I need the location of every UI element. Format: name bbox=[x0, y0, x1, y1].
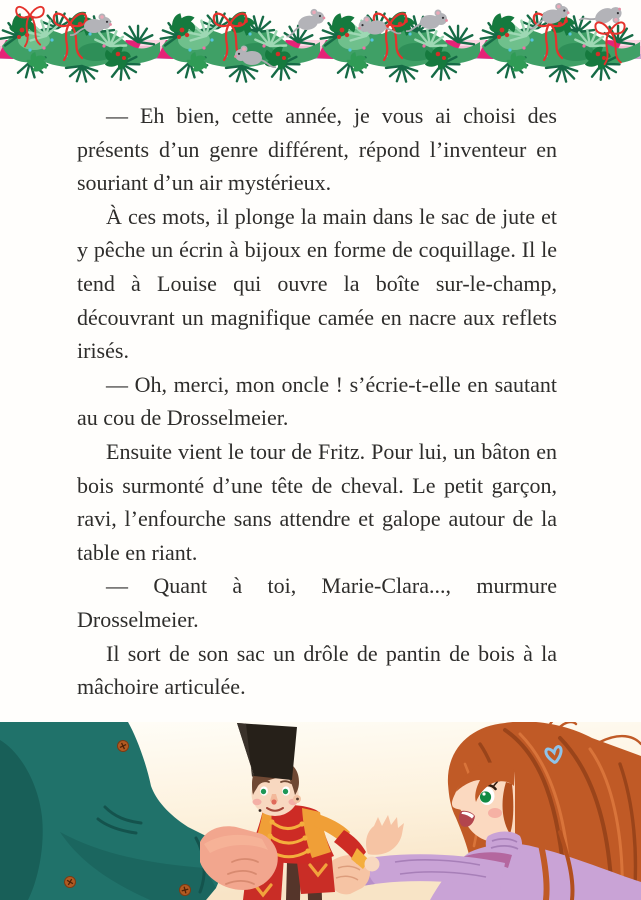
illustration-drosselmeier-gives-nutcracker bbox=[0, 722, 641, 900]
christmas-garland-border bbox=[0, 0, 641, 88]
story-text bbox=[77, 99, 557, 704]
girl-cheek-blush bbox=[488, 808, 502, 818]
story-paragraph: Il sort de son sac un drôle de pantin de bois à la mâchoire articulée. bbox=[77, 640, 557, 700]
story-paragraph: — Eh bien, cette année, je vous ai choisi des présents d’un genre différent, répond l’inventeur en souriant d’un air mystérieux. bbox=[77, 103, 557, 196]
story-paragraph: — Oh, merci, mon oncle ! s’écrie-t-elle en sautant au cou de Drosselmeier. bbox=[77, 371, 557, 431]
story-paragraph: À ces mots, il plonge la main dans le sac de jute et y pêche un écrin à bijoux en forme de coquillage. Il le tend à Louise qui ouvre la boîte sur-le-champ, découvrant un magnifique camée en nacre aux reflets irisés. bbox=[77, 203, 557, 364]
doll-hand bbox=[365, 857, 380, 872]
story-paragraph: Ensuite vient le tour de Fritz. Pour lui, un bâton en bois surmonté d’une tête de cheval. Le petit garçon, ravi, l’enfourche sans attendre et galope autour de la table en riant. bbox=[77, 438, 557, 565]
story-paragraph: — Quant à toi, Marie-Clara..., murmure Drosselmeier. bbox=[77, 573, 557, 632]
